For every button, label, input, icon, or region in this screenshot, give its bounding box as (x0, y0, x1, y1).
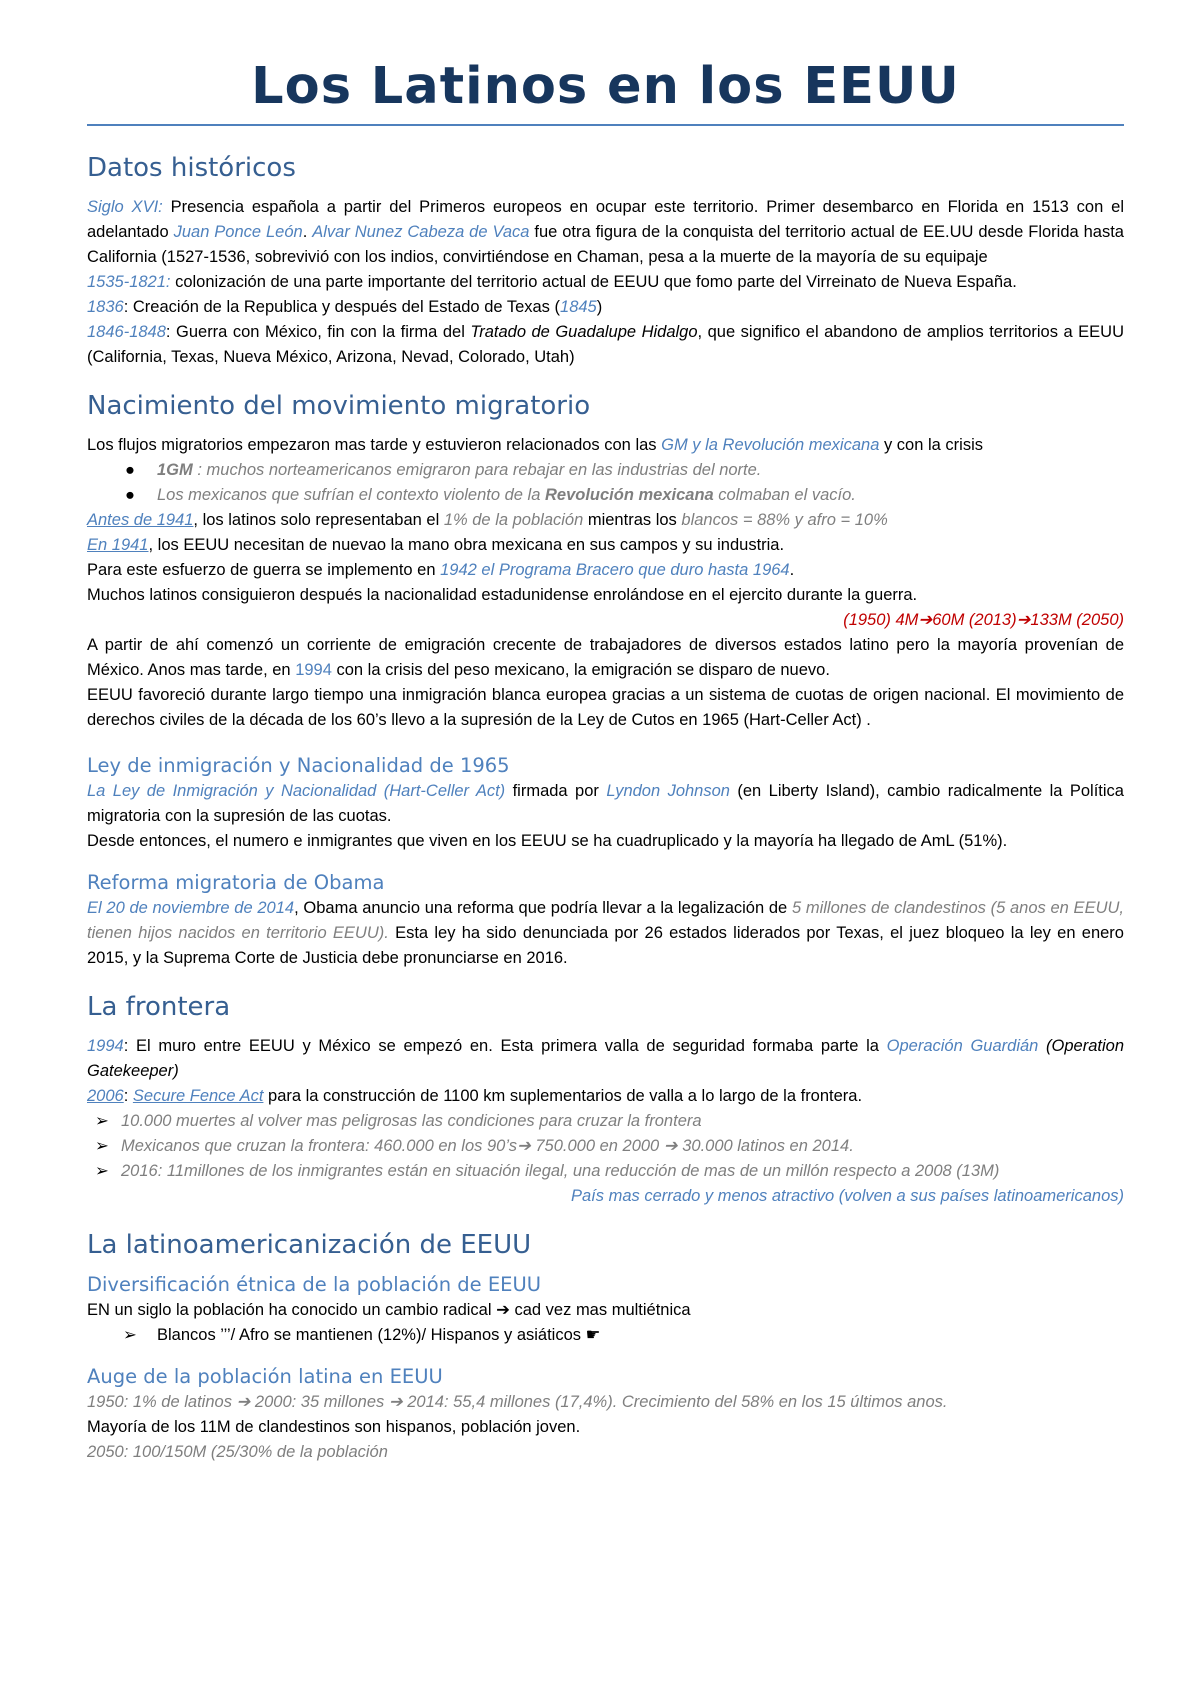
arrow-bullet-icon: ➢ (123, 1326, 137, 1344)
para-flujos: Los flujos migratorios empezaron mas tarde y estuvieron relacionados con las GM y la Revolución mexicana y con la crisis (87, 436, 983, 454)
para-1535: 1535-1821: colonización de una parte importante del territorio actual de EEUU que fomo parte del Virreinato de Nueva España. (87, 273, 1017, 291)
list-item: ➢ 2016: 11millones de los inmigrantes están en situación ilegal, una reducción de mas de un millón respecto a 2008 (13M) (87, 1159, 1124, 1184)
list-frontera (87, 1109, 1124, 1184)
arrow-bullet-icon: ➢ (95, 1162, 109, 1180)
para-cuotas: EEUU favoreció durante largo tiempo una inmigración blanca europea gracias a un sistema de cuotas de origen nacional. El movimiento de derechos civiles de la década de los 60’s llevo a la supresión de la Ley de Cutos en 1965 (Hart-Celler Act) . (87, 686, 1124, 729)
para-antes-1941: Antes de 1941, los latinos solo representaban el 1% de la población mientras los blancos = 88% y afro = 10% (87, 511, 888, 529)
page-title: Los Latinos en los EEUU (251, 57, 960, 116)
heading-nacimiento: Nacimiento del movimiento migratorio (87, 391, 591, 421)
para-cambio-radical: EN un siglo la población ha conocido un cambio radical ➔ cad vez mas multiétnica (87, 1301, 691, 1319)
heading-ley-1965: Ley de inmigración y Nacionalidad de 1965 (87, 754, 510, 777)
para-1994: 1994: El muro entre EEUU y México se empezó en. Esta primera valla de seguridad formaba parte la Operación Guardián (Operation Gatekeeper) (87, 1037, 1125, 1080)
heading-reforma-obama: Reforma migratoria de Obama (87, 871, 385, 894)
para-1836: 1836: Creación de la Republica y después del Estado de Texas (1845) (87, 298, 603, 316)
para-2050: 2050: 100/150M (25/30% de la población (87, 1443, 388, 1461)
list-item: ➢ Mexicanos que cruzan la frontera: 460.000 en los 90’s➔ 750.000 en 2000 ➔ 30.000 latinos en 2014. (87, 1134, 1124, 1159)
arrow-bullet-icon: ➢ (95, 1137, 109, 1155)
para-nacionalidad: Muchos latinos consiguieron después la nacionalidad estadunidense enrolándose en el ejercito durante la guerra. (87, 586, 918, 604)
frontera-conclusion: País mas cerrado y menos atractivo (volven a sus países latinoamericanos) (571, 1187, 1124, 1205)
heading-datos-historicos: Datos históricos (87, 153, 296, 183)
list-item: ● Los mexicanos que sufrían el contexto violento de la Revolución mexicana colmaban el vacío. (87, 483, 1124, 508)
population-stat: (1950) 4M➔60M (2013)➔133M (2050) (843, 611, 1124, 629)
para-en-1941: En 1941, los EEUU necesitan de nuevao la mano obra mexicana en sus campos y su industria. (87, 536, 785, 554)
para-ley: La Ley de Inmigración y Nacionalidad (Hart-Celler Act) firmada por Lyndon Johnson (en Liberty Island), cambio radicalmente la Política migratoria con la supresión de las cuotas. (87, 782, 1124, 825)
bullet-dot-icon: ● (125, 461, 135, 479)
arrow-bullet-icon: ➢ (95, 1112, 109, 1130)
heading-la-frontera: La frontera (87, 992, 231, 1022)
para-obama: El 20 de noviembre de 2014, Obama anuncio una reforma que podría llevar a la legalización de 5 millones de clandestinos (5 anos en EEUU, tienen hijos nacidos en territorio EEUU). Esta ley ha sido denunciada por 26 estados liderados por Texas, el juez bloqueo la ley en enero 2015, y la Suprema Corte de Justicia debe pronunciarse en 2016. (87, 899, 1124, 967)
list-item: ➢ Blancos ’’’/ Afro se mantienen (12%)/ Hispanos y asiáticos ☛ (87, 1323, 1124, 1348)
heading-diversificacion: Diversificación étnica de la población de EEUU (87, 1273, 542, 1296)
para-desde-entonces: Desde entonces, el numero e inmigrantes que viven en los EEUU se ha cuadruplicado y la mayoría ha llegado de AmL (51%). (87, 832, 1008, 850)
heading-latinoamericanizacion: La latinoamericanización de EEUU (87, 1230, 532, 1260)
para-bracero: Para este esfuerzo de guerra se implemento en 1942 el Programa Bracero que duro hasta 1964. (87, 561, 795, 579)
para-emigracion: A partir de ahí comenzó un corriente de emigración crecente de trabajadores de diversos estados latino pero la mayoría provenían de México. Anos mas tarde, en 1994 con la crisis del peso mexicano, la emigración se disparo de nuevo. (87, 636, 1124, 679)
title-rule (87, 124, 1124, 126)
list-item: ➢ 10.000 muertes al volver mas peligrosas las condiciones para cruzar la frontera (87, 1109, 1124, 1134)
para-auge-stats: 1950: 1% de latinos ➔ 2000: 35 millones ➔ 2014: 55,4 millones (17,4%). Crecimiento del 58% en los 15 últimos anos. (87, 1393, 948, 1411)
heading-auge: Auge de la población latina en EEUU (87, 1365, 443, 1388)
para-1846: 1846-1848: Guerra con México, fin con la firma del Tratado de Guadalupe Hidalgo, que significo el abandono de amplios territorios a EEUU (California, Texas, Nueva México, Arizona, Nevad, Colorado, Utah) (87, 323, 1125, 366)
bullet-dot-icon: ● (125, 486, 135, 504)
list-causes (87, 458, 1124, 508)
para-siglo-xvi: Siglo XVI: Presencia española a partir del Primeros europeos en ocupar este territorio. Primer desembarco en Florida en 1513 con el adelantado Juan Ponce León. Alvar Nunez Cabeza de Vaca fue otra figura de la conquista del territorio actual de EE.UU desde Florida hasta California (1527-1536, sobrevivió con los indios, convirtiéndose en Chaman, pesa a la muerte de la mayoría de su equipaje (87, 198, 1124, 266)
list-diversificacion (87, 1323, 1124, 1348)
para-2006: 2006: Secure Fence Act para la construcción de 1100 km suplementarios de valla a lo largo de la frontera. (87, 1087, 863, 1105)
list-item: ● 1GM : muchos norteamericanos emigraron para rebajar en las industrias del norte. (87, 458, 1124, 483)
para-clandestinos: Mayoría de los 11M de clandestinos son hispanos, población joven. (87, 1418, 581, 1436)
